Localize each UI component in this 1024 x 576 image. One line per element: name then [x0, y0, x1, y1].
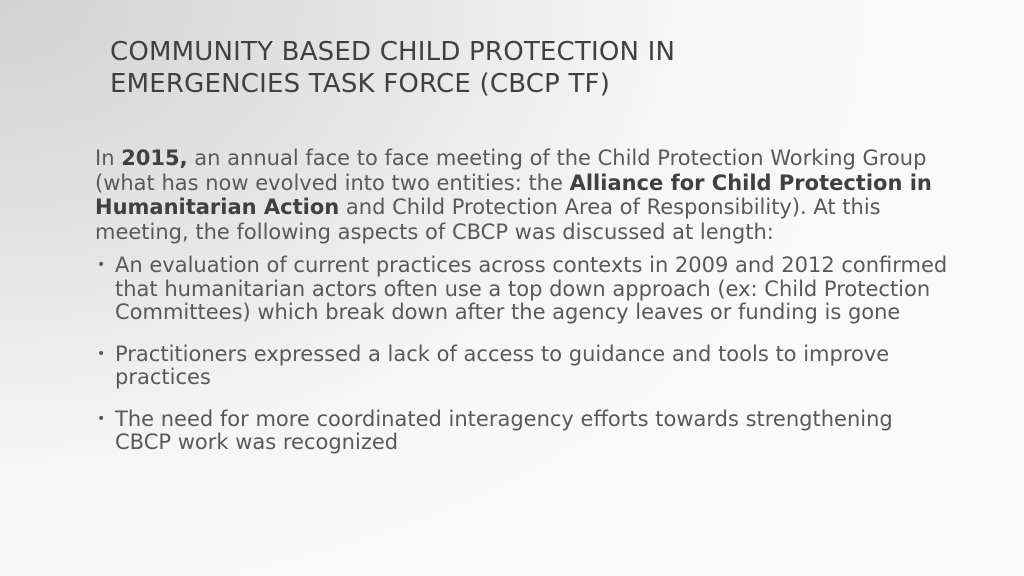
intro-year: 2015, [121, 146, 188, 170]
bullet-text: The need for more coordinated interagency efforts towards strengthening CBCP work was recognized [115, 406, 893, 454]
bullet-list [95, 254, 955, 455]
alliance-name: Alliance for Child Protection in Humanitarian Action [95, 170, 932, 219]
intro-text-2: and Child Protection Area of Responsibility). At this meeting, the following aspects of CBCP was discussed at length: [95, 195, 881, 244]
bullet-text: Practitioners expressed a lack of access to guidance and tools to improve practices [115, 341, 890, 389]
title-line-2: EMERGENCIES TASK FORCE (CBCP TF) [110, 69, 611, 99]
bullet-item [95, 408, 955, 455]
bullet-dot-icon: • [97, 410, 106, 427]
bullet-item [95, 343, 955, 390]
intro-paragraph [95, 146, 955, 244]
title-line-1: COMMUNITY BASED CHILD PROTECTION IN [110, 37, 676, 67]
slide-title [110, 36, 930, 100]
bullet-item [95, 254, 955, 325]
intro-text-1: an annual face to face meeting of the Child Protection Working Group (what has now evolved into two entities: the [95, 146, 927, 195]
bullet-dot-icon: • [97, 345, 106, 362]
intro-prefix: In [95, 146, 122, 170]
slide-body [95, 146, 955, 473]
bullet-text: An evaluation of current practices across contexts in 2009 and 2012 confirmed that humanitarian actors often use a top down approach (ex: Child Protection Committees) which break down after the agency leaves or funding is gone [115, 253, 948, 324]
bullet-dot-icon: • [97, 257, 106, 273]
